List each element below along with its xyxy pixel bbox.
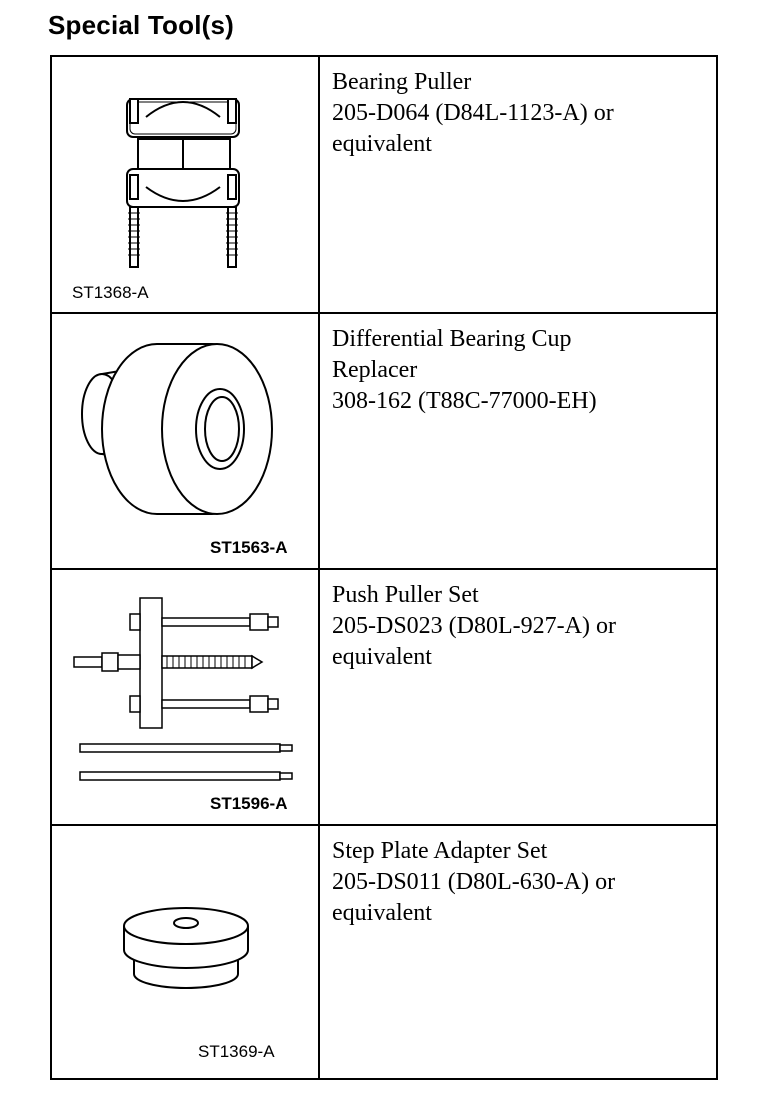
page-title: Special Tool(s) <box>48 10 234 40</box>
tool-name: Push Puller Set <box>332 582 479 608</box>
tool-part-number: 205-DS011 (D80L-630-A) or <box>332 869 616 895</box>
tool-name-continued: Replacer <box>332 357 418 383</box>
tool-equivalent-note: equivalent <box>332 131 432 157</box>
bearing-puller-icon <box>52 57 320 314</box>
tool-description <box>332 67 710 160</box>
bearing-cup-replacer-icon <box>52 314 320 570</box>
tool-image-cell <box>52 314 320 568</box>
tool-equivalent-note: equivalent <box>332 644 432 670</box>
tool-description <box>332 324 710 417</box>
tool-equivalent-note: equivalent <box>332 900 432 926</box>
tool-image-cell <box>52 57 320 312</box>
figure-code: ST1369-A <box>198 1042 275 1061</box>
tool-description <box>332 836 710 929</box>
tool-part-number: 205-D064 (D84L-1123-A) or <box>332 100 614 126</box>
tool-image-cell <box>52 570 320 824</box>
table-row <box>52 570 716 826</box>
table-row <box>52 826 716 1078</box>
tool-description <box>332 580 710 673</box>
tool-name: Step Plate Adapter Set <box>332 838 548 864</box>
table-row <box>52 57 716 314</box>
push-puller-set-icon <box>52 570 320 826</box>
figure-code: ST1563-A <box>210 538 288 557</box>
tool-name: Differential Bearing Cup <box>332 326 572 352</box>
tool-image-cell <box>52 826 320 1078</box>
tool-name: Bearing Puller <box>332 69 472 95</box>
special-tools-table <box>50 55 718 1080</box>
step-plate-adapter-icon <box>52 826 320 1078</box>
tool-part-number: 308-162 (T88C-77000-EH) <box>332 388 597 414</box>
figure-code: ST1368-A <box>72 283 149 302</box>
figure-code: ST1596-A <box>210 794 288 813</box>
tool-part-number: 205-DS023 (D80L-927-A) or <box>332 613 616 639</box>
table-row <box>52 314 716 570</box>
